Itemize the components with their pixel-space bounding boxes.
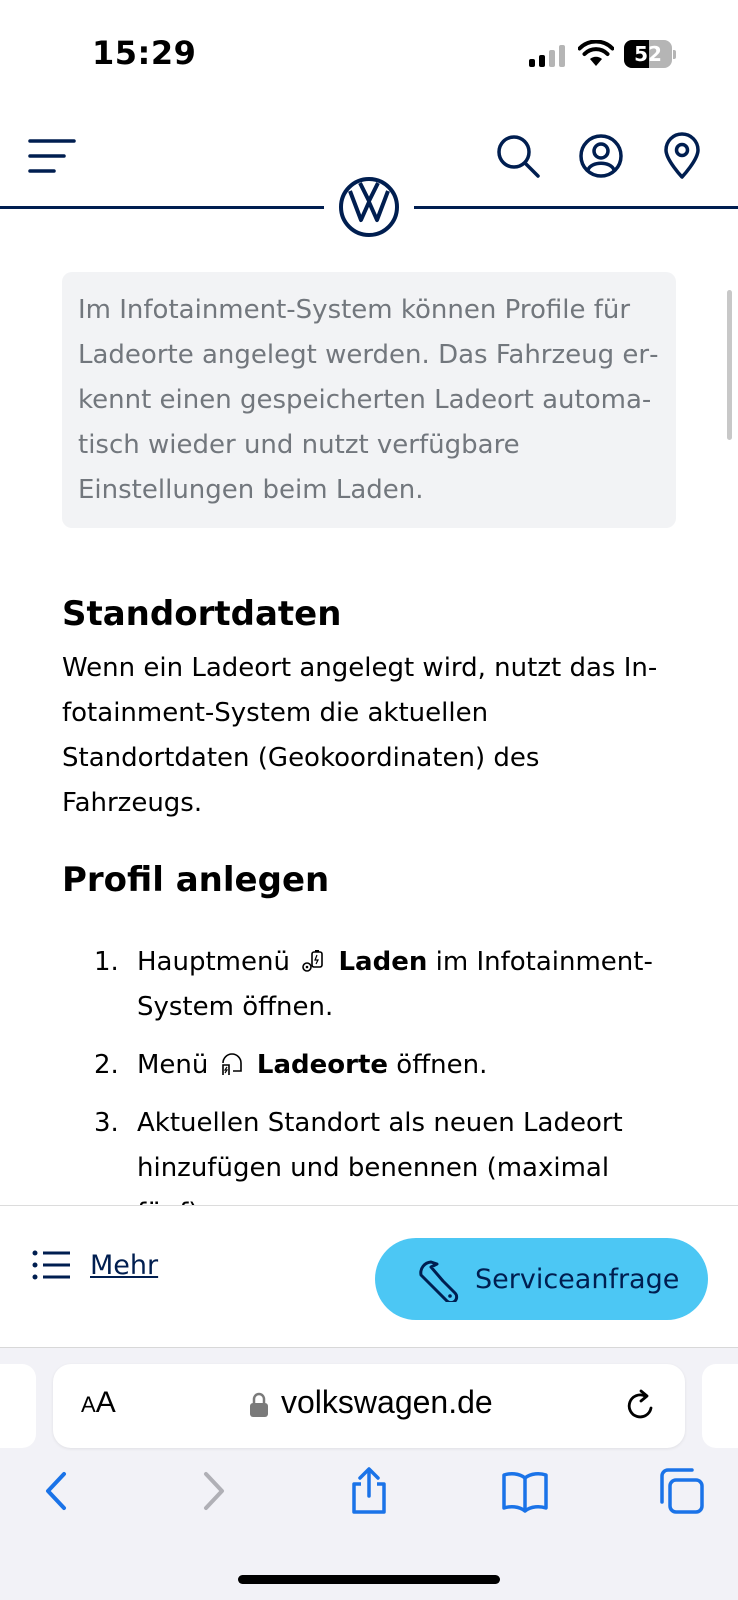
info-text: Im Infotainment-System können Profile für Ladeorte angelegt werden. Das Fahrzeug erkennt einen gespeicherten Ladeort automatisch wieder und nutzt verfügbare Einstellungen beim Laden. xyxy=(78,295,659,505)
battery-level: 52 xyxy=(634,42,662,66)
section-title-standortdaten: Standortdaten xyxy=(62,594,342,634)
browser-chrome xyxy=(0,1347,738,1600)
action-bar xyxy=(0,1205,738,1347)
serviceanfrage-button[interactable] xyxy=(375,1238,708,1320)
signal-icon xyxy=(529,45,565,67)
search-icon[interactable] xyxy=(494,132,542,180)
tabs-icon[interactable] xyxy=(656,1466,706,1516)
forward-icon[interactable] xyxy=(188,1466,238,1516)
list-icon xyxy=(32,1250,72,1280)
mehr-label[interactable]: Mehr xyxy=(90,1249,159,1281)
wrench-icon xyxy=(413,1256,459,1302)
list-item: 3. Aktuellen Standort als neuen Ladeort hinzufügen und benennen (maximal xyxy=(94,1108,623,1183)
main-content xyxy=(62,272,676,1183)
site-header xyxy=(0,110,738,250)
wifi-icon xyxy=(578,40,614,68)
header-line-right xyxy=(414,206,738,209)
url-text[interactable]: volkswagen.de xyxy=(281,1384,493,1420)
home-indicator xyxy=(238,1575,500,1584)
info-box xyxy=(62,272,676,528)
reader-settings-button[interactable]: AA xyxy=(81,1386,116,1419)
standortdaten-text: Wenn ein Ladeort angelegt wird, nutzt das Infotainment-System die aktuellen Standortdaten (Geokoordinaten) des Fahrzeugs. xyxy=(62,653,658,818)
mehr-link[interactable] xyxy=(32,1240,158,1290)
header-line-left xyxy=(0,206,324,209)
address-bar[interactable] xyxy=(53,1364,685,1448)
lock-icon xyxy=(249,1392,269,1418)
charging-menu-icon xyxy=(300,948,326,974)
list-item: 1. Hauptmenü Laden im Infotainment-System öffnen. xyxy=(94,947,653,1022)
account-icon[interactable] xyxy=(577,132,625,180)
status-time: 15:29 xyxy=(92,34,197,72)
next-tab[interactable] xyxy=(702,1364,738,1448)
status-bar xyxy=(0,0,738,110)
share-icon[interactable] xyxy=(344,1466,394,1516)
charging-location-icon xyxy=(219,1051,245,1077)
scrollbar[interactable] xyxy=(727,290,732,440)
menu-icon[interactable] xyxy=(28,136,76,176)
bookmarks-icon[interactable] xyxy=(500,1466,550,1516)
vw-logo[interactable] xyxy=(338,176,400,238)
location-pin-icon[interactable] xyxy=(658,132,706,180)
serviceanfrage-label[interactable]: Serviceanfrage xyxy=(475,1263,680,1295)
steps-list xyxy=(62,940,676,1249)
battery-icon xyxy=(624,40,676,68)
section-title-profil-anlegen: Profil anlegen xyxy=(62,860,330,900)
reload-icon[interactable] xyxy=(623,1388,659,1424)
back-icon[interactable] xyxy=(32,1466,82,1516)
previous-tab[interactable] xyxy=(0,1364,36,1448)
list-item: 2. Menü Ladeorte öffnen. xyxy=(94,1050,488,1080)
